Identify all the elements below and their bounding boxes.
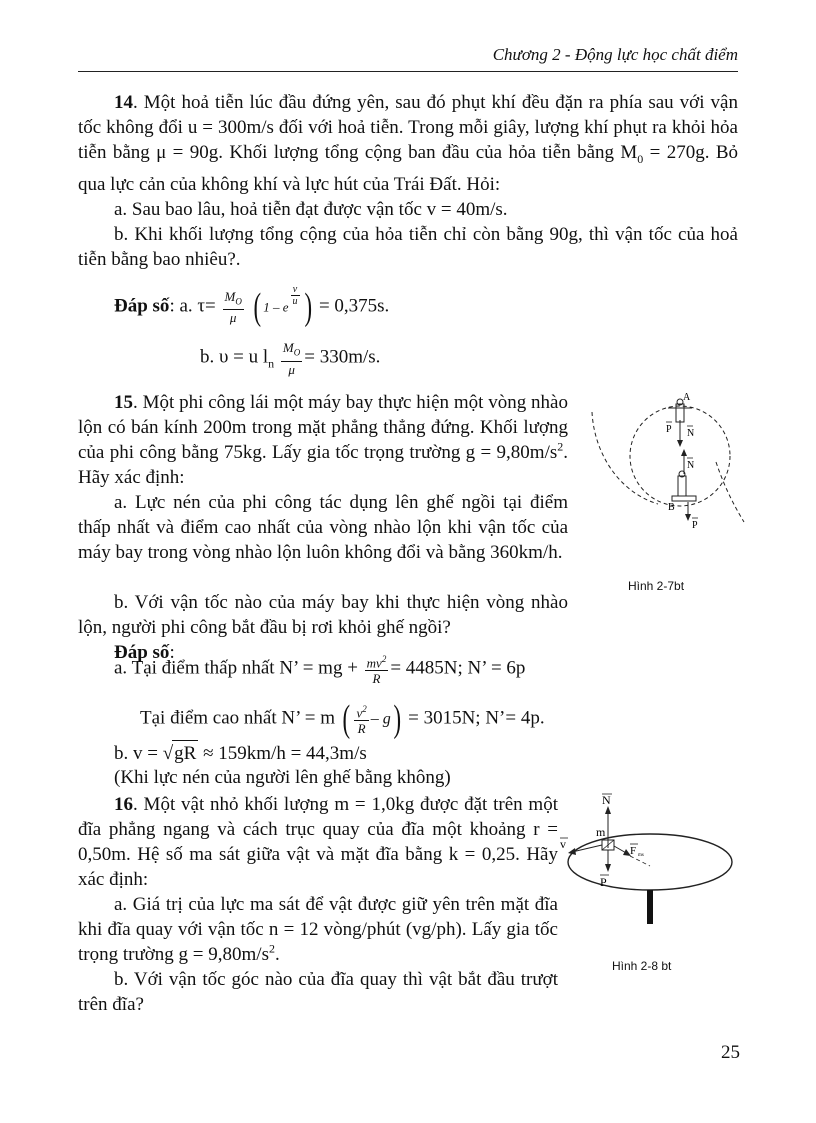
problem-14-part-a: a. Sau bao lâu, hoả tiễn đạt được vận tốc v = 40m/s. <box>114 198 508 220</box>
problem-16-statement: 16. Một vật nhỏ khối lượng m = 1,0kg được đặt trên một đĩa phẳng ngang và cách trục quay của đĩa một khoảng r = 0,50m. Hệ số ma sát giữa vật và mặt đĩa bằng k = 0,25. Hãy xác định: <box>78 794 558 890</box>
problem-14-part-b: b. Khi khối lượng tổng cộng của hỏa tiễn chỉ còn bằng 90g, thì vận tốc của hoả tiễn bằng bao nhiêu?. <box>78 223 738 270</box>
problem-15-part-a: a. Lực nén của phi công tác dụng lên ghế ngồi tại điểm thấp nhất và điểm cao nhất của vòng nhào lộn khi vận tốc của máy bay trong vòng nhào lộn luôn không đổi và bằng 360km/h. <box>78 492 568 563</box>
problem-15 <box>78 390 568 565</box>
problem-15-answer-a1: a. Tại điểm thấp nhất N’ = mg + $\frac{mv^2}{R}$ = 4485N; N’ = 6p <box>114 654 526 687</box>
problem-14-statement: 14. Một hoả tiễn lúc đầu đứng yên, sau đó phụt khí đều đặn ra phía sau với vận tốc không đổi u = 300m/s đối với hoả tiễn. Trong mỗi giây, lượng khí phụt ra khỏi hỏa tiễn bằng μ = 90g. Khối lượng tổng cộng ban đầu của hỏa tiễn bằng $M_0 = 270g$. Bỏ qua lực cản của không khí và lực hút của Trái Đất. Hỏi: <box>78 92 738 195</box>
problem-14-answer-b: b. υ = u $l_n$ $\frac{M_O}{\mu}$ = 330m/s. <box>200 340 381 377</box>
problem-16-part-b: b. Với vận tốc góc nào của đĩa quay thì vật bắt đầu trượt trên đĩa? <box>78 969 558 1015</box>
problem-15-answer-b: b. v = √gR ≈ 159km/h = 44,3m/s <box>114 740 367 766</box>
label-f-sub: ms <box>638 853 644 858</box>
label-m: m <box>596 825 606 839</box>
answer-label: Đáp số <box>114 295 170 317</box>
problem-14-answer-a: Đáp số: a. τ= $\frac{M_O}{\mu}$ ( 1 – e $\frac{v}{u}$ ) = 0,375s. <box>114 284 390 328</box>
top-plane-seat <box>676 404 684 422</box>
problem-14-number: 14 <box>114 92 133 113</box>
fraction-m0-over-mu: $\frac{M_O}{\mu}$ <box>282 340 301 377</box>
header-rule <box>78 71 738 72</box>
sqrt-gr: gR <box>172 740 198 766</box>
problem-16 <box>78 792 558 1017</box>
label-p-top: P <box>666 424 672 435</box>
label-n-mid: N <box>687 460 695 471</box>
label-f: F <box>630 845 637 857</box>
fraction-v2-over-r: $\frac{v^2}{R}$ <box>356 703 367 737</box>
problem-15-answer-a2: Tại điểm cao nhất N’ = m ( $\frac{v^2}{R}$ – g) = 3015N; N’= 4p. <box>140 698 545 740</box>
label-n-top: N <box>687 428 695 439</box>
exponent-v-over-u: $\frac{v}{u}$ <box>292 284 298 307</box>
figure-2-7bt <box>588 392 748 572</box>
problem-16-number: 16 <box>114 794 133 815</box>
fraction-m0-over-mu: $\frac{M_O}{\mu}$ <box>224 288 242 326</box>
disc <box>568 834 732 890</box>
problem-15-number: 15 <box>114 392 133 413</box>
problem-15-answer-heading: Đáp số: <box>114 642 175 663</box>
chapter-header: Chương 2 - Động lực học chất điểm <box>492 45 738 64</box>
axle <box>647 890 653 924</box>
label-b: B <box>668 502 675 513</box>
label-n: N <box>602 793 611 807</box>
label-a: A <box>683 392 691 403</box>
bottom-plane-seat <box>678 476 686 496</box>
flight-path <box>592 412 658 504</box>
page-number: 25 <box>721 1042 740 1063</box>
problem-16-part-a: a. Giá trị của lực ma sát để vật được giữ yên trên mặt đĩa khi đĩa quay với vận tốc n = 12 vòng/phút (vg/ph). Lấy gia tốc trọng trường $g = 9,80m/s^2$. <box>78 894 558 965</box>
problem-15-part-b: b. Với vận tốc nào của máy bay khi thực hiện vòng nhào lộn, người phi công bắt đầu bị rơi khỏi ghế ngồi? <box>78 592 568 638</box>
figure-2-8bt <box>560 790 745 940</box>
problem-15-note: (Khi lực nén của người lên ghế bằng không) <box>114 767 451 788</box>
problem-14 <box>78 90 738 272</box>
fraction-mv2-over-r: $\frac{mv^2}{R}$ <box>366 654 387 687</box>
label-p-bottom: P <box>692 520 698 531</box>
problem-15-statement: 15. Một phi công lái một máy bay thực hiện một vòng nhào lộn có bán kính 200m trong mặt phẳng thẳng đứng. Khối lượng của phi công bằng 75kg. Lấy gia tốc trọng trường $g = 9,80m/s^2$. Hãy xác định: <box>78 392 568 488</box>
figure-2-8bt-caption: Hình 2-8 bt <box>612 959 672 973</box>
label-p: P <box>600 875 607 889</box>
figure-2-7bt-caption: Hình 2-7bt <box>628 579 685 593</box>
label-v: v <box>560 837 566 851</box>
